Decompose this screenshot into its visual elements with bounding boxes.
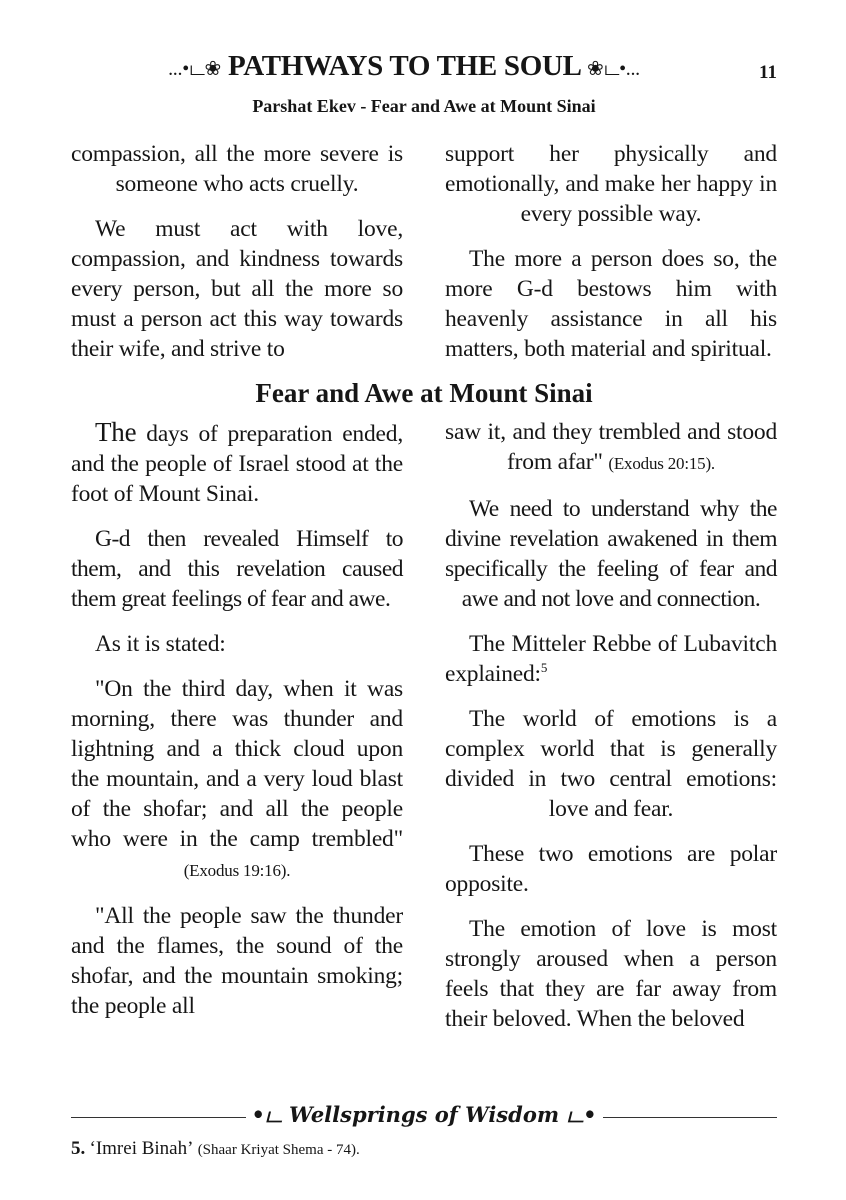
section-heading: Fear and Awe at Mount Sinai	[255, 378, 593, 408]
footer-banner-text: •ட Wellsprings of Wisdom ட•	[246, 1102, 603, 1127]
paragraph: We must act with love, compassion, and kindness towards every person, but all the more so must a person act this way towards their wife, and strive to	[71, 216, 403, 362]
book-title: PATHWAYS TO THE SOUL	[227, 50, 581, 82]
quote-paragraph	[71, 674, 403, 886]
footer-bar	[71, 1102, 777, 1132]
top-columns	[71, 139, 777, 364]
footnote-number: 5.	[71, 1138, 86, 1159]
page-footer	[71, 1086, 777, 1160]
quote-text: "On the third day, when it was morning, there was thunder and lightning and a thick cloud upon the mountain, and a very loud blast of the shofar; and all the people who were in the camp trembled"	[71, 676, 403, 852]
running-title	[71, 50, 737, 83]
paragraph: The more a person does so, the more G-d bestows him with heavenly assistance in all his matters, both material and spiritual.	[445, 246, 777, 362]
paragraph: support her physically and emotionally, and make her happy in every possible way.	[445, 141, 777, 227]
paragraph	[71, 417, 403, 509]
paragraph: We need to understand why the divine revelation awakened in them specifically the feeling of fear and awe and not love and connection.	[445, 496, 777, 612]
lead-word: The	[95, 417, 137, 447]
right-column	[445, 417, 777, 1034]
body-columns	[71, 417, 777, 1034]
ornament-left-icon: ...•ட❀	[168, 58, 221, 80]
footnote-marker[interactable]: 5	[540, 660, 548, 676]
left-column	[71, 139, 403, 364]
paragraph: As it is stated:	[95, 631, 226, 657]
paragraph: compassion, all the more severe is someone who acts cruelly.	[71, 141, 403, 197]
footer-banner	[71, 1102, 777, 1130]
left-column	[71, 417, 403, 1021]
ornament-right-icon: ❀ட•...	[587, 58, 640, 80]
right-column	[445, 139, 777, 364]
paragraph	[445, 629, 777, 689]
footnote-ref: (Shaar Kriyat Shema - 74).	[197, 1142, 360, 1158]
quote-text: saw it, and they trembled and stood from afar"	[445, 419, 777, 475]
footnote-text: ‘Imrei Binah’	[89, 1138, 194, 1159]
quote-paragraph: "All the people saw the thunder and the flames, the sound of the shofar, and the mountain smoking; the people all	[71, 903, 403, 1019]
paragraph: G-d then revealed Himself to them, and this revelation caused them great feelings of fear and awe.	[71, 526, 403, 612]
page-header	[71, 50, 777, 94]
chapter-subtitle: Parshat Ekev - Fear and Awe at Mount Sinai	[252, 96, 596, 116]
citation: (Exodus 19:16).	[183, 861, 291, 880]
footnote	[71, 1138, 777, 1160]
quote-paragraph	[445, 417, 777, 479]
page-number: 11	[759, 62, 777, 83]
paragraph-text: The Mitteler Rebbe of Lubavitch explained:	[445, 631, 777, 687]
paragraph-text: days of preparation ended, and the people of Israel stood at the foot of Mount Sinai.	[71, 421, 403, 507]
paragraph: The world of emotions is a complex world that is generally divided in two central emotions: love and fear.	[445, 706, 777, 822]
paragraph: The emotion of love is most strongly aroused when a person feels that they are far away from their beloved. When the beloved	[445, 916, 777, 1032]
citation: (Exodus 20:15).	[608, 454, 715, 473]
paragraph: These two emotions are polar opposite.	[445, 841, 777, 897]
